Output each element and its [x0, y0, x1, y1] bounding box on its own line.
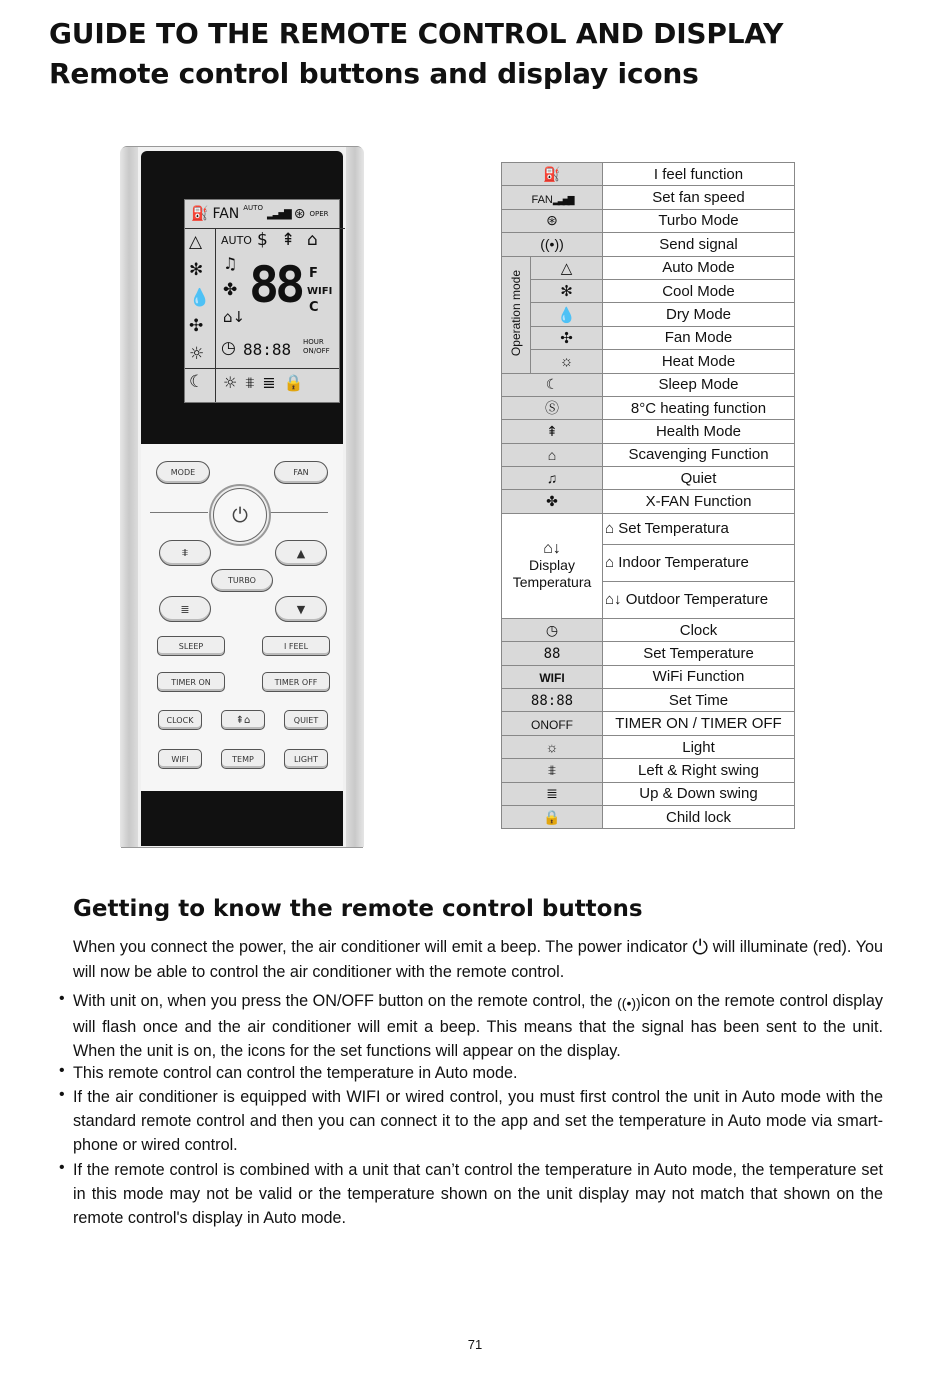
- table-label: WiFi Function: [603, 665, 795, 688]
- power-icon: ⏻: [232, 503, 248, 527]
- display-temp-label: Display Temperatura: [512, 557, 592, 591]
- temp-button[interactable]: TEMP: [221, 749, 265, 769]
- table-row: [502, 209, 795, 232]
- signal-icon: ((•)): [540, 236, 564, 253]
- page-title: GUIDE TO THE REMOTE CONTROL AND DISPLAY: [49, 17, 784, 50]
- table-row: [502, 420, 795, 443]
- heating-8c-icon: $: [257, 230, 268, 250]
- table-row: [502, 350, 795, 373]
- set-temp-icon: 88: [543, 645, 561, 662]
- auto-mode-icon: △: [560, 259, 573, 277]
- quiet-button[interactable]: QUIET: [284, 710, 328, 730]
- display-temp-cell: [502, 513, 603, 618]
- bullet-paragraph: If the remote control is combined with a unit that can’t control the temperature in Auto mode, the temperature set in this mode may not be valid or the temperature shown on the unit display may not match that shown on the remote control's display in Auto mode.: [73, 1161, 883, 1228]
- intro-text-b: will illuminate (red). You will now be able to control the air conditioner with the remote control.: [73, 938, 884, 982]
- table-row: [502, 467, 795, 490]
- table-label: Sleep Mode: [603, 373, 795, 396]
- wifi-button[interactable]: WIFI: [158, 749, 202, 769]
- timer-on-button[interactable]: TIMER ON: [157, 672, 225, 692]
- health-scavenging-icon: ⇞⌂: [235, 714, 251, 726]
- bullet-paragraph: If the air conditioner is equipped with WIFI or wired control, you must first control the unit in Auto mode with the standard remote control and then you can connect it to the app and set the temperature in Auto mode via smart-phone or wired control.: [73, 1088, 883, 1155]
- scavenging-icon: ⌂: [307, 230, 318, 250]
- intro-paragraph: [73, 935, 883, 984]
- table-row: [502, 735, 795, 758]
- table-row: [502, 618, 795, 641]
- table-label: Set Temperature: [603, 642, 795, 665]
- table-label: Outdoor Temperature: [625, 591, 769, 609]
- table-row: [502, 233, 795, 256]
- ud-swing-icon: ≣: [262, 373, 276, 392]
- sleep-button[interactable]: SLEEP: [157, 636, 225, 656]
- health-icon: ⇞: [281, 230, 296, 250]
- table-row: [502, 443, 795, 466]
- wifi-icon: WIFI: [539, 670, 565, 685]
- health-icon: ⇞: [546, 422, 558, 439]
- set-time-icon: 88:88: [530, 692, 574, 709]
- ud-swing-icon: ≣: [546, 785, 558, 802]
- display-temp-icon: ⌂↓: [543, 540, 561, 558]
- clock-icon: ◷: [545, 621, 559, 638]
- arrow-up-icon: ▲: [296, 546, 306, 560]
- table-row: [502, 665, 795, 688]
- lr-swing-icon: ⩨: [245, 373, 255, 392]
- sleep-mode-icon: ☾: [545, 376, 559, 393]
- house-icon: ⌂↓: [605, 591, 622, 609]
- table-row: [502, 186, 795, 209]
- table-row: [502, 782, 795, 805]
- page-subtitle: Remote control buttons and display icons: [49, 57, 699, 90]
- table-row: [502, 805, 795, 828]
- table-label: Dry Mode: [603, 303, 795, 326]
- ifeel-button[interactable]: I FEEL: [262, 636, 330, 656]
- icon-table: [501, 162, 795, 829]
- bullet-text: With unit on, when you press the ON/OFF button on the remote control, the: [73, 992, 613, 1010]
- lcd-clock: 88:88: [243, 340, 292, 359]
- table-row: [502, 279, 795, 302]
- table-label: Scavenging Function: [603, 443, 795, 466]
- table-row: [502, 513, 795, 544]
- bullet-icon: •: [59, 1159, 65, 1176]
- section-title: Getting to know the remote control buttons: [73, 896, 643, 922]
- bullet-icon: •: [59, 990, 65, 1007]
- timer-off-button[interactable]: TIMER OFF: [262, 672, 330, 692]
- house-icon: ⌂: [605, 520, 615, 538]
- lcd-temperature-digits: 88: [249, 256, 302, 314]
- table-label: Set fan speed: [603, 186, 795, 209]
- table-label: Set Time: [603, 689, 795, 712]
- table-label: Auto Mode: [603, 256, 795, 279]
- table-row: [502, 759, 795, 782]
- table-row: [502, 396, 795, 419]
- xfan-icon: ✤: [223, 280, 238, 300]
- remote-guide-line: [150, 512, 208, 513]
- table-row: [502, 303, 795, 326]
- light-icon: ☼: [545, 739, 559, 755]
- ifeel-icon: ⛽: [191, 206, 209, 222]
- fan-mode-icon: ✣: [189, 316, 204, 336]
- sleep-mode-icon: ☾: [189, 372, 205, 392]
- health-scavenging-button[interactable]: [221, 710, 265, 730]
- temp-up-button[interactable]: [275, 540, 327, 566]
- ud-swing-icon: ≣: [180, 602, 190, 616]
- table-label: Quiet: [603, 467, 795, 490]
- heat-mode-icon: ☼: [559, 352, 574, 370]
- lcd-mode-column: [189, 232, 210, 392]
- table-row: [502, 326, 795, 349]
- table-label: TIMER ON / TIMER OFF: [603, 712, 795, 735]
- dry-mode-icon: 💧: [557, 306, 576, 324]
- table-label: Left & Right swing: [603, 759, 795, 782]
- xfan-icon: ✤: [546, 493, 558, 510]
- arrow-down-icon: ▼: [296, 602, 306, 616]
- table-label: X-FAN Function: [603, 490, 795, 513]
- table-label: Indoor Temperature: [618, 554, 749, 572]
- ifeel-icon: ⛽: [543, 165, 561, 182]
- table-row: [502, 712, 795, 735]
- clock-icon: ◷: [221, 338, 236, 358]
- cool-mode-icon: ✻: [189, 260, 204, 280]
- lcd-wifi: WIFI: [307, 286, 333, 297]
- clock-button[interactable]: CLOCK: [158, 710, 202, 730]
- quiet-icon: ♫: [546, 470, 558, 487]
- power-icon: ⏻: [692, 937, 709, 959]
- intro-text-a: When you connect the power, the air conditioner will emit a beep. The power indicator: [73, 938, 688, 956]
- heat-mode-icon: ☼: [189, 344, 205, 364]
- lr-swing-icon: ⩨: [181, 546, 189, 559]
- remote-side-rail: [346, 147, 364, 847]
- dry-mode-icon: 💧: [189, 288, 211, 308]
- table-row: [502, 689, 795, 712]
- heating-8c-icon: Ⓢ: [545, 400, 559, 417]
- bullet-paragraph: This remote control can control the temperature in Auto mode.: [73, 1064, 518, 1082]
- cool-mode-icon: ✻: [560, 283, 573, 301]
- light-icon: ☼: [223, 373, 238, 392]
- table-row: [502, 163, 795, 186]
- lcd-divider: [215, 228, 216, 402]
- fan-speed-icon: ▂▃▅▇: [266, 208, 290, 220]
- lcd-bottom-row: [223, 373, 304, 393]
- table-label: Heat Mode: [603, 350, 795, 373]
- table-label: Light: [603, 735, 795, 758]
- turbo-icon: ⊛: [293, 206, 306, 222]
- ud-swing-button[interactable]: [159, 596, 211, 622]
- auto-mode-icon: △: [189, 232, 203, 252]
- onoff-icon: ONOFF: [531, 717, 573, 732]
- bullet-icon: •: [59, 1086, 65, 1103]
- bullet-text: icon on the remote control display will flash once and the air conditioner will emit a beep. This means that the signal has been sent to the unit. When the unit is on, the icons for the set functions will appear on the display.: [73, 992, 883, 1061]
- lr-swing-icon: ⩨: [548, 761, 556, 778]
- lcd-unit-c: C: [309, 300, 319, 315]
- mode-button[interactable]: MODE: [156, 461, 210, 484]
- page-number: 71: [467, 1337, 483, 1352]
- table-row: [502, 642, 795, 665]
- remote-top-panel: [141, 151, 343, 444]
- table-label: I feel function: [603, 163, 795, 186]
- table-label: Send signal: [603, 233, 795, 256]
- table-row: [502, 373, 795, 396]
- lcd-auto-small: AUTO: [243, 204, 263, 212]
- table-row: [502, 256, 795, 279]
- remote-lcd: [184, 199, 340, 403]
- child-lock-icon: 🔒: [543, 808, 561, 825]
- table-label: Child lock: [603, 805, 795, 828]
- fan-speed-icon: FAN: [531, 193, 553, 206]
- lcd-auto-label: AUTO: [221, 234, 252, 247]
- table-label: 8°C heating function: [603, 396, 795, 419]
- turbo-button[interactable]: TURBO: [211, 569, 273, 592]
- remote-guide-line: [270, 512, 328, 513]
- display-temp-icon: ⌂↓: [223, 308, 246, 326]
- table-label: Clock: [603, 618, 795, 641]
- table-label: Set Temperatura: [618, 520, 729, 538]
- remote-side-rail: [120, 147, 138, 847]
- operation-mode-label: Operation mode: [509, 269, 523, 356]
- lcd-fan-label: FAN: [212, 206, 240, 222]
- lcd-top-row: [185, 200, 345, 229]
- power-button[interactable]: [213, 488, 267, 542]
- fan-speed-bars-icon: ▂▃▅▇: [552, 194, 573, 205]
- lcd-unit-f: F: [309, 266, 318, 281]
- remote-bottom-panel: [141, 791, 343, 846]
- temp-down-button[interactable]: [275, 596, 327, 622]
- table-label: Cool Mode: [603, 279, 795, 302]
- table-row: [502, 490, 795, 513]
- lcd-onoff: ON/OFF: [303, 347, 330, 355]
- child-lock-icon: 🔒: [283, 373, 304, 392]
- light-button[interactable]: LIGHT: [284, 749, 328, 769]
- bullet-paragraph: [73, 989, 883, 1064]
- quiet-icon: ♫: [223, 254, 238, 273]
- scavenging-icon: ⌂: [547, 446, 557, 463]
- house-icon: ⌂: [605, 554, 615, 572]
- lcd-oper-label: OPER: [309, 210, 329, 218]
- table-label: Up & Down swing: [603, 782, 795, 805]
- table-label: Turbo Mode: [603, 209, 795, 232]
- fan-mode-icon: ✣: [560, 329, 573, 347]
- signal-icon: ((•)): [617, 995, 641, 1011]
- table-label: Health Mode: [603, 420, 795, 443]
- lcd-hour: HOUR: [303, 338, 324, 346]
- fan-button[interactable]: FAN: [274, 461, 328, 484]
- bullet-icon: •: [59, 1062, 65, 1079]
- lr-swing-button[interactable]: [159, 540, 211, 566]
- turbo-icon: ⊛: [546, 212, 558, 229]
- table-label: Fan Mode: [603, 326, 795, 349]
